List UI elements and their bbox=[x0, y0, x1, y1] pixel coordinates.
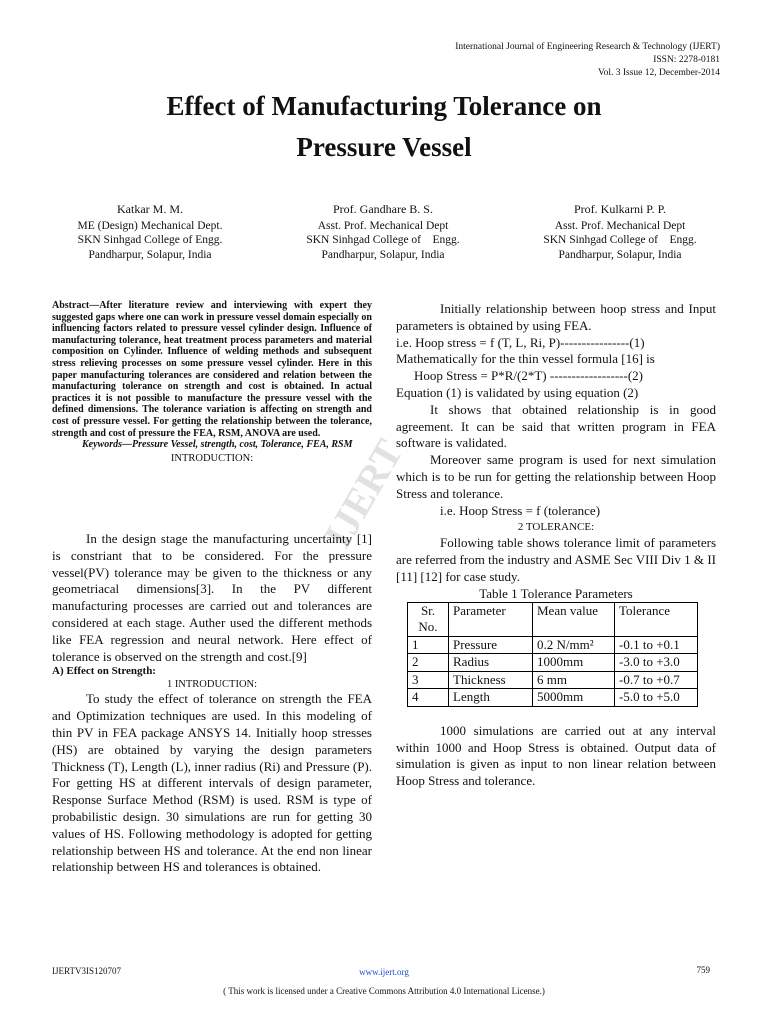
equation-2: Hoop Stress = P*R/(2*T) ------------------(2) bbox=[414, 368, 643, 384]
section-heading-1-introduction: 1 INTRODUCTION: bbox=[166, 679, 258, 691]
para-validation: Equation (1) is validated by using equation (2) bbox=[396, 384, 639, 400]
table-cell: -0.7 to +0.7 bbox=[615, 671, 698, 689]
equation-1: i.e. Hoop stress = f (T, L, Ri, P)----------------(1) bbox=[396, 334, 645, 350]
para-tolerance-table: Following table shows tolerance limit of parameters are referred from the industry and ASME Sec VIII Div 1 & II [11] [12] for case study. bbox=[396, 535, 716, 584]
table-header-cell: Mean value bbox=[533, 602, 615, 636]
intro-paragraph: In the design stage the manufacturing uncertainty [1] is constriant that to be considered. For the pressure vessel(PV) tolerance may be given to the thickness or any geometriacal dimensions[3]. In the PV different manufacturing processes are carried out and tolerances are considered at each stage. Auther used the different methods like FEA regression and neural network. Here effect of tolerance is observed on the strength and cost.[9] bbox=[52, 531, 372, 664]
para-next-simulation: Moreover same program is used for next simulation which is to be run for getting the relationship between Hoop Stress and tolerance. bbox=[396, 452, 716, 501]
paper-id: IJERTV3IS120707 bbox=[52, 966, 121, 976]
table-cell: 1000mm bbox=[533, 654, 615, 672]
strength-paragraph: To study the effect of tolerance on strength the FEA and Optimization techniques are used. In this modeling of thin PV in FEA package ANSYS 14. Initially hoop stresses (HS) are obtained by varying the design parameters Thickness (T), Length (L), inner radius (Ri) and Pressure (P). For getting HS at different intervals of design parameter, Response Surface Method (RSM) is used. RSM is type of probabilistic design. 30 simulations are run for getting 30 values of HS. Following methodology is adopted for getting relationship between HS and tolerance. At the end non linear relationship between HS and tolerances is obtained. bbox=[52, 691, 372, 875]
author-1: Katkar M. M. ME (Design) Mechanical Dept. SKN Sinhgad College of Engg. Pandharpur, Solapur, India bbox=[77, 202, 223, 261]
table-caption: Table 1 Tolerance Parameters bbox=[479, 585, 633, 601]
para-agreement: It shows that obtained relationship is in good agreement. It can be said that written program in FEA software is validated. bbox=[396, 401, 716, 451]
table-cell: 5000mm bbox=[533, 689, 615, 707]
table-cell: 1 bbox=[408, 636, 449, 654]
website-link[interactable]: www.ijert.org bbox=[359, 967, 409, 977]
tolerance-table bbox=[407, 602, 698, 707]
table-cell: -5.0 to +5.0 bbox=[615, 689, 698, 707]
table-cell: 6 mm bbox=[533, 671, 615, 689]
journal-header bbox=[455, 41, 720, 80]
table-row bbox=[408, 689, 698, 707]
license-notice: ( This work is licensed under a Creative Commons Attribution 4.0 International License.) bbox=[223, 986, 545, 996]
para-thin-vessel: Mathematically for the thin vessel formula [16] is bbox=[396, 351, 655, 367]
para-simulations: 1000 simulations are carried out at any interval within 1000 and Hoop Stress is obtained. Output data of simulation is given as input to non linear relation between Hoop Stress and tolerance. bbox=[396, 722, 716, 789]
author-2: Prof. Gandhare B. S. Asst. Prof. Mechanical Dept SKN Sinhgad College of Engg. Pandharpur, Solapur, India bbox=[306, 202, 460, 261]
table-row bbox=[408, 636, 698, 654]
table-row bbox=[408, 654, 698, 672]
table-header-cell: Parameter bbox=[449, 602, 533, 636]
subheading-effect-strength: A) Effect on Strength: bbox=[52, 665, 156, 678]
table-cell: -0.1 to +0.1 bbox=[615, 636, 698, 654]
table-cell: -3.0 to +3.0 bbox=[615, 654, 698, 672]
table-cell: Thickness bbox=[449, 671, 533, 689]
equation-3: i.e. Hoop Stress = f (tolerance) bbox=[440, 502, 601, 518]
table-cell: 3 bbox=[408, 671, 449, 689]
table-cell: Length bbox=[449, 689, 533, 707]
keywords: Keywords—Pressure Vessel, strength, cost, Tolerance, FEA, RSM bbox=[82, 439, 353, 451]
watermark: IJERT bbox=[314, 431, 412, 556]
abstract-block bbox=[52, 300, 372, 464]
table-cell: 2 bbox=[408, 654, 449, 672]
para-fea-relationship: Initially relationship between hoop stress and Input parameters is obtained by using FEA. bbox=[396, 301, 716, 333]
table-header-cell: Sr. No. bbox=[408, 602, 449, 636]
right-body bbox=[396, 301, 716, 790]
journal-volume: Vol. 3 Issue 12, December-2014 bbox=[597, 68, 720, 78]
table-cell: Radius bbox=[449, 654, 533, 672]
table-cell: 0.2 N/mm² bbox=[533, 636, 615, 654]
page-number: 759 bbox=[696, 965, 710, 975]
table-cell: 4 bbox=[408, 689, 449, 707]
author-3: Prof. Kulkarni P. P. Asst. Prof. Mechanical Dept SKN Sinhgad College of Engg. Pandharpur, Solapur, India bbox=[543, 202, 697, 261]
table-header-row bbox=[408, 602, 698, 636]
journal-name: International Journal of Engineering Research & Technology (IJERT) bbox=[455, 42, 720, 52]
table-row bbox=[408, 671, 698, 689]
table-header-cell: Tolerance bbox=[615, 602, 698, 636]
paper-title: Effect of Manufacturing Tolerance on Pressure Vessel bbox=[166, 91, 602, 162]
table-cell: Pressure bbox=[449, 636, 533, 654]
journal-issn: ISSN: 2278-0181 bbox=[653, 55, 720, 65]
left-body bbox=[52, 531, 372, 876]
section-heading-tolerance: 2 TOLERANCE: bbox=[517, 521, 595, 534]
section-heading-introduction: INTRODUCTION: bbox=[170, 452, 254, 464]
abstract-text: Abstract—After literature review and interviewing with expert they suggested gaps where one can work in pressure vessel domain especially on influencing factors related to pressure vessel cylinder design. Influence of manufacturing tolerance, heat treatment process parameters and material composition on Cylinder. Influence of welding methods and subsequent stress relieving processes on some pressure vessel cylinder. Here in this paper manufacturing tolerances are considered and relation between the manufacturing tolerance on strength and cost is obtained. In actual practices it is not possible to manufacture the pressure vessel with the defined dimensions. The tolerance variation is affecting on strength and cost of pressure vessel. For getting the relationship between the tolerance, strength and cost of pressure the FEA, RSM, ANOVA are used. bbox=[52, 300, 372, 439]
